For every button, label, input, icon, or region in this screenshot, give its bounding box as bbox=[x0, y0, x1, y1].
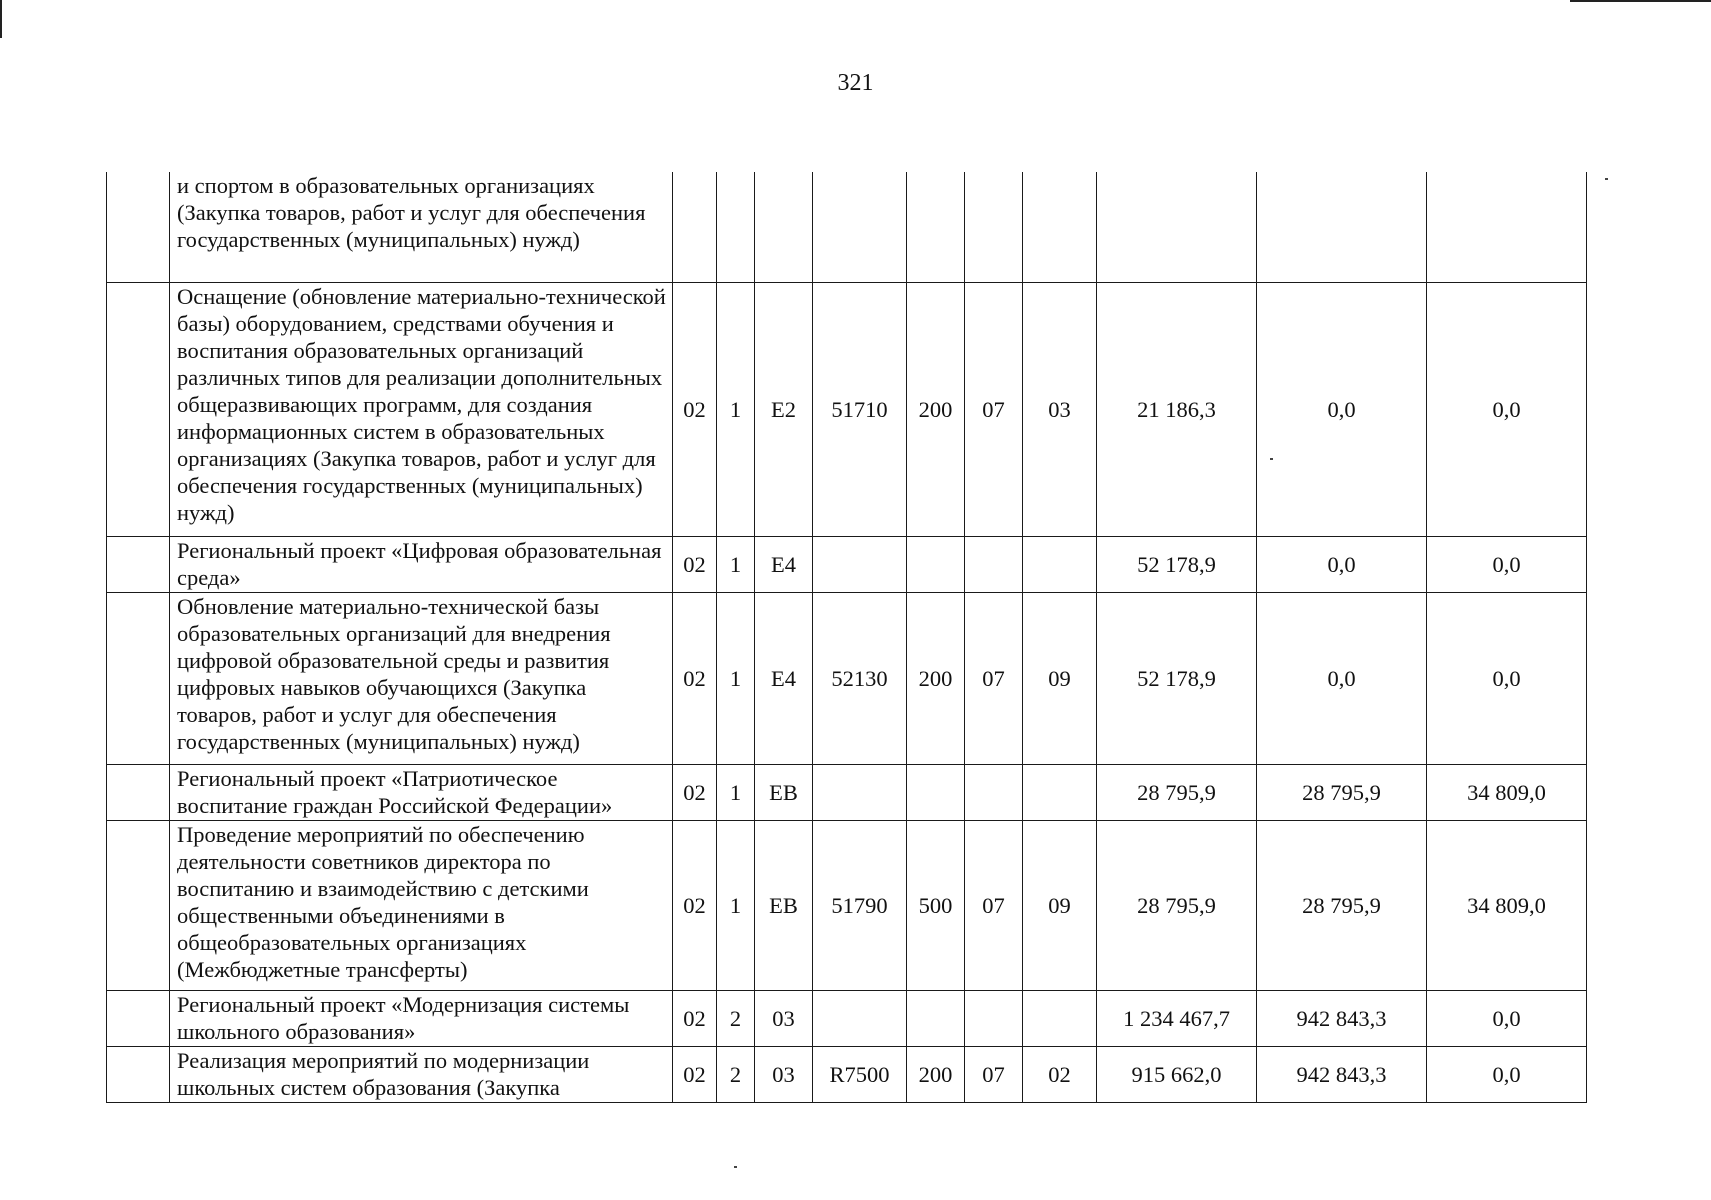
amount-cell: 0,0 bbox=[1427, 536, 1587, 592]
code-cell bbox=[813, 764, 907, 820]
amount-cell: 0,0 bbox=[1427, 282, 1587, 536]
table-row bbox=[107, 536, 1587, 592]
amount-cell: 52 178,9 bbox=[1097, 592, 1257, 764]
code-cell: 03 bbox=[1023, 282, 1097, 536]
table-row bbox=[107, 820, 1587, 990]
amount-cell: 0,0 bbox=[1427, 592, 1587, 764]
code-cell: 02 bbox=[673, 592, 717, 764]
amount-cell: 28 795,9 bbox=[1097, 820, 1257, 990]
row-index-cell bbox=[107, 1046, 170, 1102]
amount-cell: 28 795,9 bbox=[1257, 820, 1427, 990]
row-name: Региональный проект «Модернизация системы школьного образования» bbox=[170, 990, 673, 1046]
scan-top-rule bbox=[1570, 0, 1711, 2]
table-row bbox=[107, 282, 1587, 536]
row-name: Проведение мероприятий по обеспечению деятельности советников директора по воспитанию и взаимодействию с детскими общественными объединениями в общеобразовательных организациях (Межбюджетные трансферты) bbox=[170, 820, 673, 990]
row-index-cell bbox=[107, 764, 170, 820]
code-cell: 07 bbox=[965, 820, 1023, 990]
row-name: Оснащение (обновление материально-технической базы) оборудованием, средствами обучения и воспитания образовательных организаций различных типов для реализации дополнительных общеразвивающих программ, для создания информационных систем в образовательных организациях (Закупка товаров, работ и услуг для обеспечения государственных (муниципальных) нужд) bbox=[170, 282, 673, 536]
row-name: и спортом в образовательных организациях (Закупка товаров, работ и услуг для обеспечения государственных (муниципальных) нужд) bbox=[170, 172, 673, 282]
table-row bbox=[107, 172, 1587, 282]
code-cell: 1 bbox=[717, 764, 755, 820]
amount-cell: 21 186,3 bbox=[1097, 282, 1257, 536]
code-cell: EB bbox=[755, 820, 813, 990]
amount-cell: 28 795,9 bbox=[1257, 764, 1427, 820]
row-name: Региональный проект «Цифровая образовательная среда» bbox=[170, 536, 673, 592]
amount-cell: 915 662,0 bbox=[1097, 1046, 1257, 1102]
code-cell bbox=[965, 536, 1023, 592]
code-cell: 02 bbox=[673, 282, 717, 536]
code-cell: 51790 bbox=[813, 820, 907, 990]
row-name: Региональный проект «Патриотическое воспитание граждан Российской Федерации» bbox=[170, 764, 673, 820]
code-cell bbox=[1023, 536, 1097, 592]
code-cell: 02 bbox=[673, 764, 717, 820]
table-row bbox=[107, 990, 1587, 1046]
code-cell: 500 bbox=[907, 820, 965, 990]
amount-cell: 0,0 bbox=[1257, 536, 1427, 592]
code-cell: 02 bbox=[673, 820, 717, 990]
code-cell: 200 bbox=[907, 592, 965, 764]
row-index-cell bbox=[107, 536, 170, 592]
amount-cell: 34 809,0 bbox=[1427, 764, 1587, 820]
code-cell: 2 bbox=[717, 1046, 755, 1102]
amount-cell: 34 809,0 bbox=[1427, 820, 1587, 990]
code-cell: 02 bbox=[673, 1046, 717, 1102]
code-cell bbox=[813, 536, 907, 592]
code-cell: 09 bbox=[1023, 592, 1097, 764]
code-cell: E4 bbox=[755, 536, 813, 592]
code-cell bbox=[1023, 990, 1097, 1046]
scan-left-rule bbox=[0, 0, 2, 38]
row-index-cell bbox=[107, 592, 170, 764]
amount-cell: 28 795,9 bbox=[1097, 764, 1257, 820]
code-cell: 200 bbox=[907, 282, 965, 536]
code-cell bbox=[1023, 172, 1097, 282]
code-cell: 200 bbox=[907, 1046, 965, 1102]
code-cell bbox=[813, 990, 907, 1046]
code-cell bbox=[907, 536, 965, 592]
scan-speck bbox=[734, 1166, 737, 1168]
scan-speck bbox=[1270, 458, 1273, 460]
budget-table bbox=[106, 172, 1587, 1103]
code-cell bbox=[965, 764, 1023, 820]
code-cell: 1 bbox=[717, 592, 755, 764]
code-cell bbox=[907, 990, 965, 1046]
code-cell: EB bbox=[755, 764, 813, 820]
code-cell bbox=[907, 764, 965, 820]
code-cell: 1 bbox=[717, 282, 755, 536]
code-cell bbox=[813, 172, 907, 282]
row-name: Реализация мероприятий по модернизации школьных систем образования (Закупка bbox=[170, 1046, 673, 1102]
table-row bbox=[107, 592, 1587, 764]
amount-cell: 0,0 bbox=[1257, 592, 1427, 764]
table-row bbox=[107, 1046, 1587, 1102]
code-cell: 03 bbox=[755, 1046, 813, 1102]
row-index-cell bbox=[107, 172, 170, 282]
amount-cell: 0,0 bbox=[1427, 990, 1587, 1046]
code-cell bbox=[1023, 764, 1097, 820]
row-name: Обновление материально-технической базы образовательных организаций для внедрения цифровой образовательной среды и развития цифровых навыков обучающихся (Закупка товаров, работ и услуг для обеспечения государственных (муниципальных) нужд) bbox=[170, 592, 673, 764]
code-cell: 07 bbox=[965, 282, 1023, 536]
code-cell bbox=[965, 990, 1023, 1046]
code-cell: 07 bbox=[965, 592, 1023, 764]
code-cell bbox=[965, 172, 1023, 282]
row-index-cell bbox=[107, 282, 170, 536]
amount-cell: 0,0 bbox=[1427, 1046, 1587, 1102]
code-cell: 1 bbox=[717, 536, 755, 592]
code-cell: R7500 bbox=[813, 1046, 907, 1102]
amount-cell: 52 178,9 bbox=[1097, 536, 1257, 592]
code-cell: 07 bbox=[965, 1046, 1023, 1102]
amount-cell bbox=[1257, 172, 1427, 282]
code-cell: 52130 bbox=[813, 592, 907, 764]
code-cell: 02 bbox=[673, 990, 717, 1046]
amount-cell bbox=[1097, 172, 1257, 282]
code-cell: 51710 bbox=[813, 282, 907, 536]
page-number: 321 bbox=[837, 70, 874, 96]
code-cell: E4 bbox=[755, 592, 813, 764]
amount-cell: 942 843,3 bbox=[1257, 1046, 1427, 1102]
amount-cell bbox=[1427, 172, 1587, 282]
code-cell: E2 bbox=[755, 282, 813, 536]
row-index-cell bbox=[107, 820, 170, 990]
code-cell bbox=[755, 172, 813, 282]
code-cell: 03 bbox=[755, 990, 813, 1046]
code-cell bbox=[717, 172, 755, 282]
code-cell: 02 bbox=[673, 536, 717, 592]
code-cell: 2 bbox=[717, 990, 755, 1046]
table-row bbox=[107, 764, 1587, 820]
code-cell bbox=[907, 172, 965, 282]
amount-cell: 1 234 467,7 bbox=[1097, 990, 1257, 1046]
scan-speck bbox=[1605, 178, 1608, 180]
code-cell: 02 bbox=[1023, 1046, 1097, 1102]
code-cell bbox=[673, 172, 717, 282]
code-cell: 1 bbox=[717, 820, 755, 990]
row-index-cell bbox=[107, 990, 170, 1046]
amount-cell: 0,0 bbox=[1257, 282, 1427, 536]
amount-cell: 942 843,3 bbox=[1257, 990, 1427, 1046]
code-cell: 09 bbox=[1023, 820, 1097, 990]
